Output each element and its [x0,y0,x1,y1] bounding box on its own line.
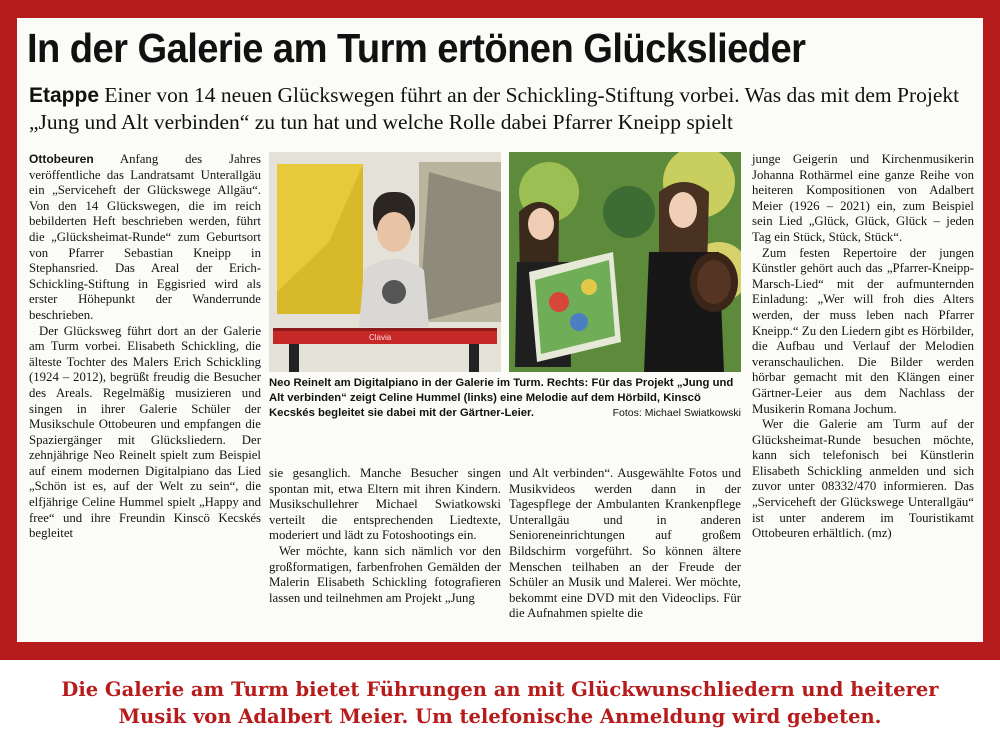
text-column-4 [752,152,974,542]
photo-credit: Fotos: Michael Swiatkowski [612,407,741,419]
paragraph: Wer möchte, kann sich nämlich vor den großformatigen, farbenfrohen Gemälden der Malerin Elisabeth Schickling fotografieren lassen und teilnehmen am Projekt „Jung [269,543,501,605]
photo-girls-with-painting-image [509,152,741,372]
paragraph: Zum festen Repertoire der jungen Künstler gehört auch das „Pfarrer-Kneipp-Marsch-Lied“ mit der aufmunternden Einladung: „Wer will froh dies Alters werden, der muss leben nach Pfarrer Kneipp.“ Zu den Liedern gibt es Hörbilder, die Aufbau und Verlauf der Melodien veranschaulichen. Die Bilder werden hörbar gemacht mit den Klängen einer Gärtner-Leier aus dem Nachlass der Musikerin Romana Jochum. [752,245,974,416]
paragraph-text: Anfang des Jahres veröffentliche das Landratsamt Unterallgäu ein „Serviceheft der Glückswege Allgäu“. Von den 14 Glückswegen, die im reich bebilderten Heft beschrieben werden, führt die „Glücksheimat-Runde“ zum Geburtsort von Pfarrer Sebastian Kneipp in Stephansried. Das Areal der Erich-Schickling-Stiftung in Eggisried wird als erster Höhepunkt der Wanderrunde beschrieben. [29,152,261,322]
text-column-2 [269,466,501,606]
subhead-kicker: Etappe [29,84,100,107]
footer-line-1: Die Galerie am Turm bietet Führungen an mit Glückwunschliedern und heiterer [61,678,939,701]
paragraph [29,152,261,324]
paragraph: Wer die Galerie am Turm auf der Glücksheimat-Runde besuchen möchte, kann sich telefonisch bei Künstlerin Elisabeth Schickling anmelden und sich zuvor unter 08332/470 informieren. Das „Serviceheft der Glückswege Unterallgäu“ ist unter anderem im Touristikamt Ottobeuren erhältlich. (mz) [752,417,974,541]
photo-caption [269,376,741,421]
photo-boy-at-piano-image [269,152,501,372]
newspaper-clipping [17,18,983,642]
caption-text: Neo Reinelt am Digitalpiano in der Galerie im Turm. Rechts: Für das Projekt „Jung und Alt verbinden“ zeigt Celine Hummel (links) eine Melodie auf dem Hörbild, Kinscö Kecskés begleitet sie dabei mit der Gärtner-Leier. [269,377,734,419]
dateline: Ottobeuren [29,152,94,166]
paragraph: und Alt verbinden“. Ausgewählte Fotos und Musikvideos werden dann in der Tagespflege der Ambulanten Krankenpflege Unterallgäu und in anderen Senioreneinrichtungen auf großem Bildschirm vorgeführt. So können ältere Menschen teilhaben an der Freude der Schüler an Musik und Malerei. Wer möchte, bekommt eine DVD mit den Videoclips. Für die Aufnahmen spielte die [509,466,741,621]
paragraph: Der Glücksweg führt dort an der Galerie am Turm vorbei. Elisabeth Schickling, die älteste Tochter des Malers Erich Schickling (1924 – 2012), begrüßt freudig die Besucher des Areals. Regelmäßig musizieren und singen in ihrer Galerie Schüler der Musikschule Ottobeuren und empfangen die Spaziergänger mit Glücksliedern. Der zehnjährige Neo Reinelt spielt zum Beispiel auf einem modernen Digitalpiano das Lied „Schön ist es, auf der Welt zu sein“, die elfjährige Celine Hummel spielt „Happy and free“ und ihre Freundin Kinscö Kecskés begleitet [29,323,261,541]
subhead-text: Einer von 14 neuen Glückswegen führt an der Schickling-Stiftung vorbei. Was das mit dem Projekt „Jung und Alt verbinden“ zu tun hat und welche Rolle dabei Pfarrer Kneipp spielt [29,83,960,134]
text-column-3 [509,466,741,622]
text-column-1 [29,152,261,542]
footer-line-2: Musik von Adalbert Meier. Um telefonische Anmeldung wird gebeten. [118,705,882,728]
photo-boy-at-piano [269,152,501,372]
article-subheadline [29,82,973,136]
paragraph: sie gesanglich. Manche Besucher singen spontan mit, etwa Eltern mit ihren Kindern. Musikschullehrer Michael Swiatkowski verteilt die entsprechenden Liedtexte, moderiert und lädt zu Fotoshootings ein. [269,466,501,543]
article-headline: In der Galerie am Turm ertönen Glückslieder [27,25,806,71]
paragraph: junge Geigerin und Kirchenmusikerin Johanna Rothärmel eine ganze Reihe von heiteren Kompositionen von Adalbert Meier (1926 – 2021) ein, zum Beispiel sein Lied „Glück, Glück, Glück – jeden Tag ein Stück, Stück, Stück“. [752,152,974,244]
piano-brand-label: Clavia [369,333,392,342]
footer-caption [0,676,1000,730]
photo-girls-with-painting [509,152,741,372]
